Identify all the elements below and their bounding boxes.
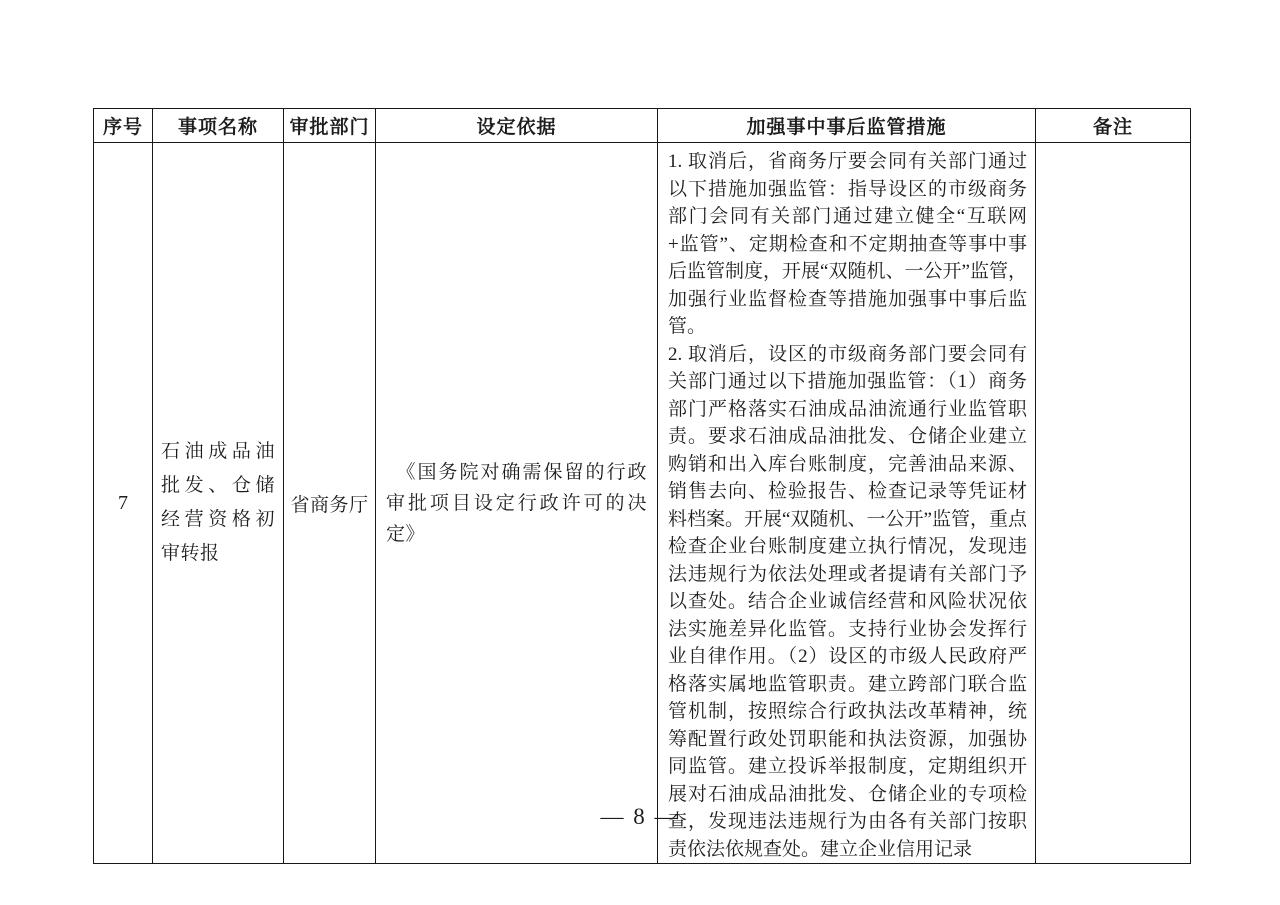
header-cell-remark: 备注: [1036, 109, 1191, 143]
cell-item-name: [153, 143, 284, 864]
measures-paragraph-1: 1. 取消后，省商务厅要会同有关部门通过以下措施加强监管：指导设区的市级商务部门会同有关部门通过建立健全“互联网+监管”、定期检查和不定期抽查等事中事后监管制度，开展“双随机、一公开”监管，加强行业监督检查等措施加强事中事后监管。: [668, 151, 1027, 337]
cell-basis: [376, 143, 658, 864]
header-cell-measures: 加强事中事后监管措施: [658, 109, 1036, 143]
header-row: [94, 109, 1191, 143]
page-number: — 8 —: [600, 804, 680, 829]
header-cell-item-name: 事项名称: [153, 109, 284, 143]
item-name-text: 石油成品油批发、仓储经营资格初审转报: [161, 441, 275, 564]
basis-text: 《国务院对确需保留的行政审批项目设定行政许可的决定》: [386, 461, 647, 545]
cell-serial-number: 7: [94, 143, 153, 864]
header-cell-basis: 设定依据: [376, 109, 658, 143]
cell-department: 省商务厅: [284, 143, 376, 864]
header-cell-serial: 序号: [94, 109, 153, 143]
supervision-measures-table: [93, 108, 1191, 864]
cell-measures: [658, 143, 1036, 864]
measures-text: [658, 143, 1035, 863]
cell-remark: [1036, 143, 1191, 864]
header-cell-department: 审批部门: [284, 109, 376, 143]
measures-paragraph-2: 2. 取消后，设区的市级商务部门要会同有关部门通过以下措施加强监管：（1）商务部门严格落实石油成品油流通行业监管职责。要求石油成品油批发、仓储企业建立购销和出入库台账制度，完善油品来源、销售去向、检验报告、检查记录等凭证材料档案。开展“双随机、一公开”监管，重点检查企业台账制度建立执行情况，发现违法违规行为依法处理或者提请有关部门予以查处。结合企业诚信经营和风险状况依法实施差异化监管。支持行业协会发挥行业自律作用。（2）设区的市级人民政府严格落实属地监管职责。建立跨部门联合监管机制，按照综合行政执法改革精神，统筹配置行政处罚职能和执法资源，加强协同监管。建立投诉举报制度，定期组织开展对石油成品油批发、仓储企业的专项检查，发现违法违规行为由各有关部门按职责依法依规查处。建立企业信用记录: [668, 343, 1027, 860]
table-row: [94, 143, 1191, 864]
